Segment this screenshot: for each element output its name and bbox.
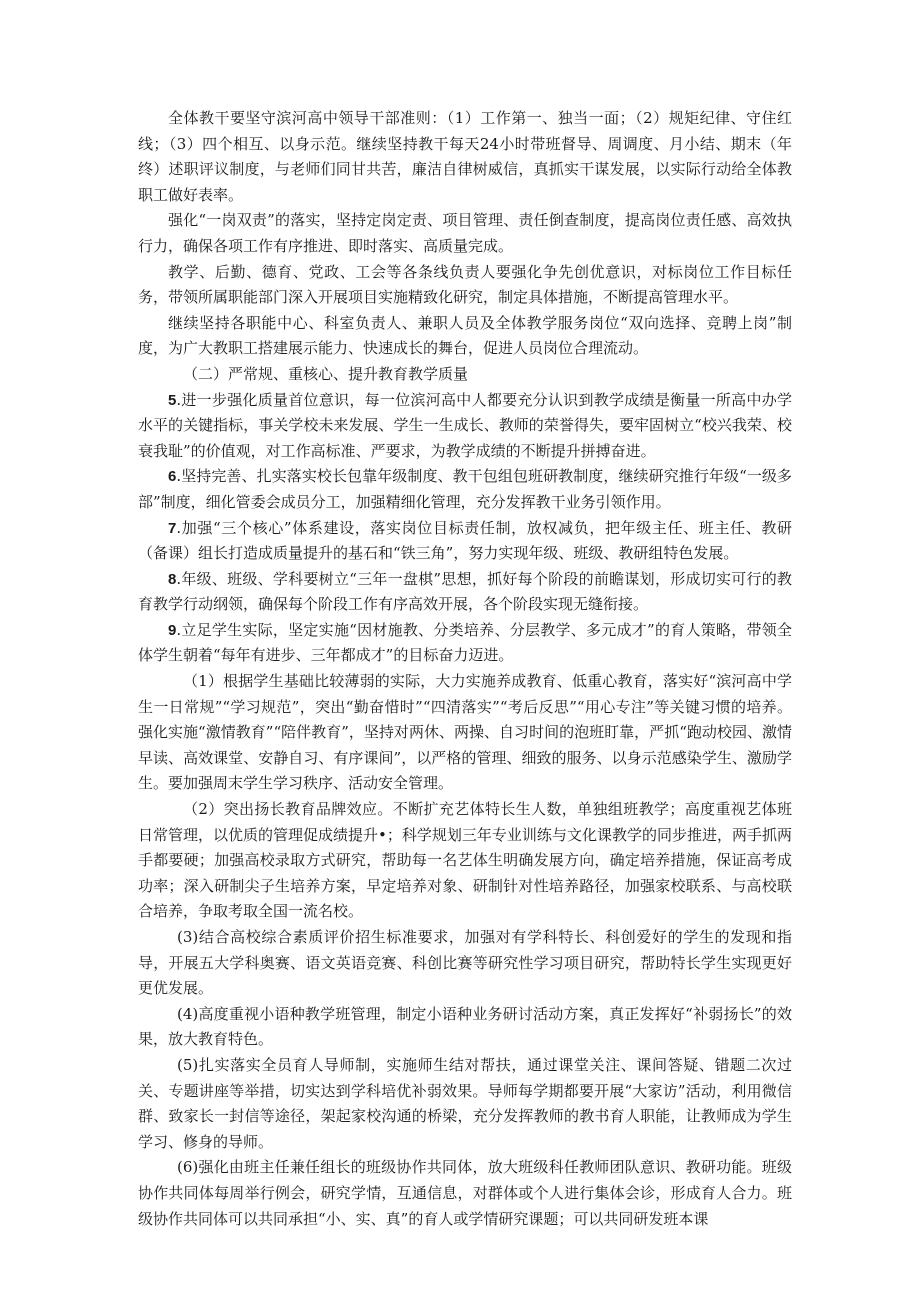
paragraph-text: 教学、后勤、德育、党政、工会等各条线负责人要强化争先创优意识，对标岗位工作目标任务，带领所属职能部门深入开展项目实施精致化研究，制定具体措施，不断提高管理水平。 [138,262,792,307]
document-page [138,106,792,1232]
sub-item-6 [138,1155,792,1232]
paragraph-text: 强化“一岗双责”的落实，坚持定岗定责、项目管理、责任倒查制度，提高岗位责任感、高效执行力，确保各项工作有序推进、即时落实、高质量完成。 [138,211,792,255]
section-heading [138,362,792,388]
paragraph-text: (3)结合高校综合素质评价招生标准要求，加强对有学科特长、科创爱好的学生的发现和指导，开展五大学科奥赛、语文英语竞赛、科创比赛等研究性学习项目研究，帮助特长学生实现更好更优发展。 [138,928,792,998]
paragraph-text: 继续坚持各职能中心、科室负责人、兼职人员及全体教学服务岗位“双向选择、竞聘上岗”制度，为广大教职工搭建展示能力、快速成长的舞台，促进人员岗位合理流动。 [138,313,792,358]
sub-item-5 [138,1053,792,1155]
paragraph-number: 5 [168,391,177,409]
paragraph-text: （2）突出扬长教育品牌效应。不断扩充艺体特长生人数，单独组班教学；高度重视艺体班日常管理，以优质的管理促成绩提升•；科学规划三年专业训练与文化课教学的同步推进，两手抓两手都要硬；加强高校录取方式研究，帮助每一名艺体生明确发展方向，确定培养措施，保证高考成功率；深入研制尖子生培养方案，早定培养对象、研制针对性培养路径，加强家校联系、与高校联合培养，争取考取全国一流名校。 [138,800,792,921]
numbered-item-7 [138,516,792,567]
paragraph-text: .立足学生实际，坚定实施“因材施教、分类培养、分层教学、多元成才”的育人策略，带领全体学生朝着“每年有进步、三年都成才”的目标奋力迈进。 [138,620,792,665]
paragraph-2 [138,208,792,259]
paragraph-text: .年级、班级、学科要树立“三年一盘棋”思想，抓好每个阶段的前瞻谋划，形成切实可行的教育教学行动纲领，确保每个阶段工作有序高效开展，各个阶段实现无缝衔接。 [138,569,792,614]
paragraph-number: 9 [168,621,177,639]
paragraph-text: 全体教干要坚守滨河高中领导干部准则：（1）工作第一、独当一面；（2）规矩纪律、守住红线；（3）四个相互、以身示范。继续坚持教干每天24小时带班督导、周调度、月小结、期末（年终）述职评议制度，与老师们同甘共苦，廉洁自律树威信，真抓实干谋发展，以实际行动给全体教职工做好表率。 [138,109,792,204]
paragraph-text: （二）严常规、重核心、提升教育教学质量 [183,364,469,383]
numbered-item-8 [138,567,792,618]
paragraph-text: .坚持完善、扎实落实校长包靠年级制度、教干包组包班研教制度，继续研究推行年级“一级多部”制度，细化管委会成员分工，加强精细化管理，充分发挥教干业务引领作用。 [138,467,792,511]
paragraph-4 [138,311,792,362]
numbered-item-5 [138,388,792,465]
numbered-item-6 [138,464,792,515]
paragraph-text: (4)高度重视小语种教学班管理，制定小语种业务研讨活动方案，真正发挥好“补弱扬长”的效果，放大教育特色。 [138,1004,792,1049]
paragraph-number: 6 [168,468,177,486]
paragraph-text: .加强“三个核心”体系建设，落实岗位目标责任制，放权减负，把年级主任、班主任、教研（备课）组长打造成质量提升的基石和“铁三角”，努力实现年级、班级、教研组特色发展。 [138,518,792,563]
sub-item-1 [138,669,792,797]
paragraph-text: .进一步强化质量首位意识，每一位滨河高中人都要充分认识到教学成绩是衡量一所高中办学水平的关键指标，事关学校未来发展、学生一生成长、教师的荣誉得失，要牢固树立“校兴我荣、校衰我耻”的价值观，对工作高标准、严要求，为教学成绩的不断提升拼搏奋进。 [138,390,792,460]
paragraph-number: 8 [168,570,177,588]
sub-item-4 [138,1002,792,1053]
paragraph-1 [138,106,792,208]
paragraph-text: （1）根据学生基础比较薄弱的实际，大力实施养成教育、低重心教育，落实好“滨河高中学生一日常规”“学习规范”，突出“勤奋惜时”“四清落实”“考后反思”“用心专注”等关键习惯的培养。强化实施“激情教育”“陪伴教育”，坚持对两休、两操、自习时间的泡班盯靠，严抓“跑动校园、激情早读、高效课堂、安静自习、有序课间”，以严格的管理、细致的服务、以身示范感染学生、激励学生。要加强周末学生学习秩序、活动安全管理。 [138,672,792,793]
paragraph-number: 7 [168,519,177,537]
numbered-item-9 [138,618,792,669]
paragraph-3 [138,260,792,311]
paragraph-text: (6)强化由班主任兼任组长的班级协作共同体，放大班级科任教师团队意识、教研功能。班级协作共同体每周举行例会，研究学情，互通信息，对群体或个人进行集体会诊，形成育人合力。班级协作共同体可以共同承担“小、实、真”的育人或学情研究课题；可以共同研发班本课 [138,1158,792,1228]
paragraph-text: (5)扎实落实全员育人导师制，实施师生结对帮扶，通过课堂关注、课间答疑、错题二次过关、专题讲座等举措，切实达到学科培优补弱效果。导师每学期都要开展“大家访”活动，利用微信群、致家长一封信等途径，架起家校沟通的桥梁，充分发挥教师的教书育人职能，让教师成为学生学习、修身的导师。 [138,1055,792,1151]
sub-item-2 [138,797,792,925]
sub-item-3 [138,925,792,1002]
